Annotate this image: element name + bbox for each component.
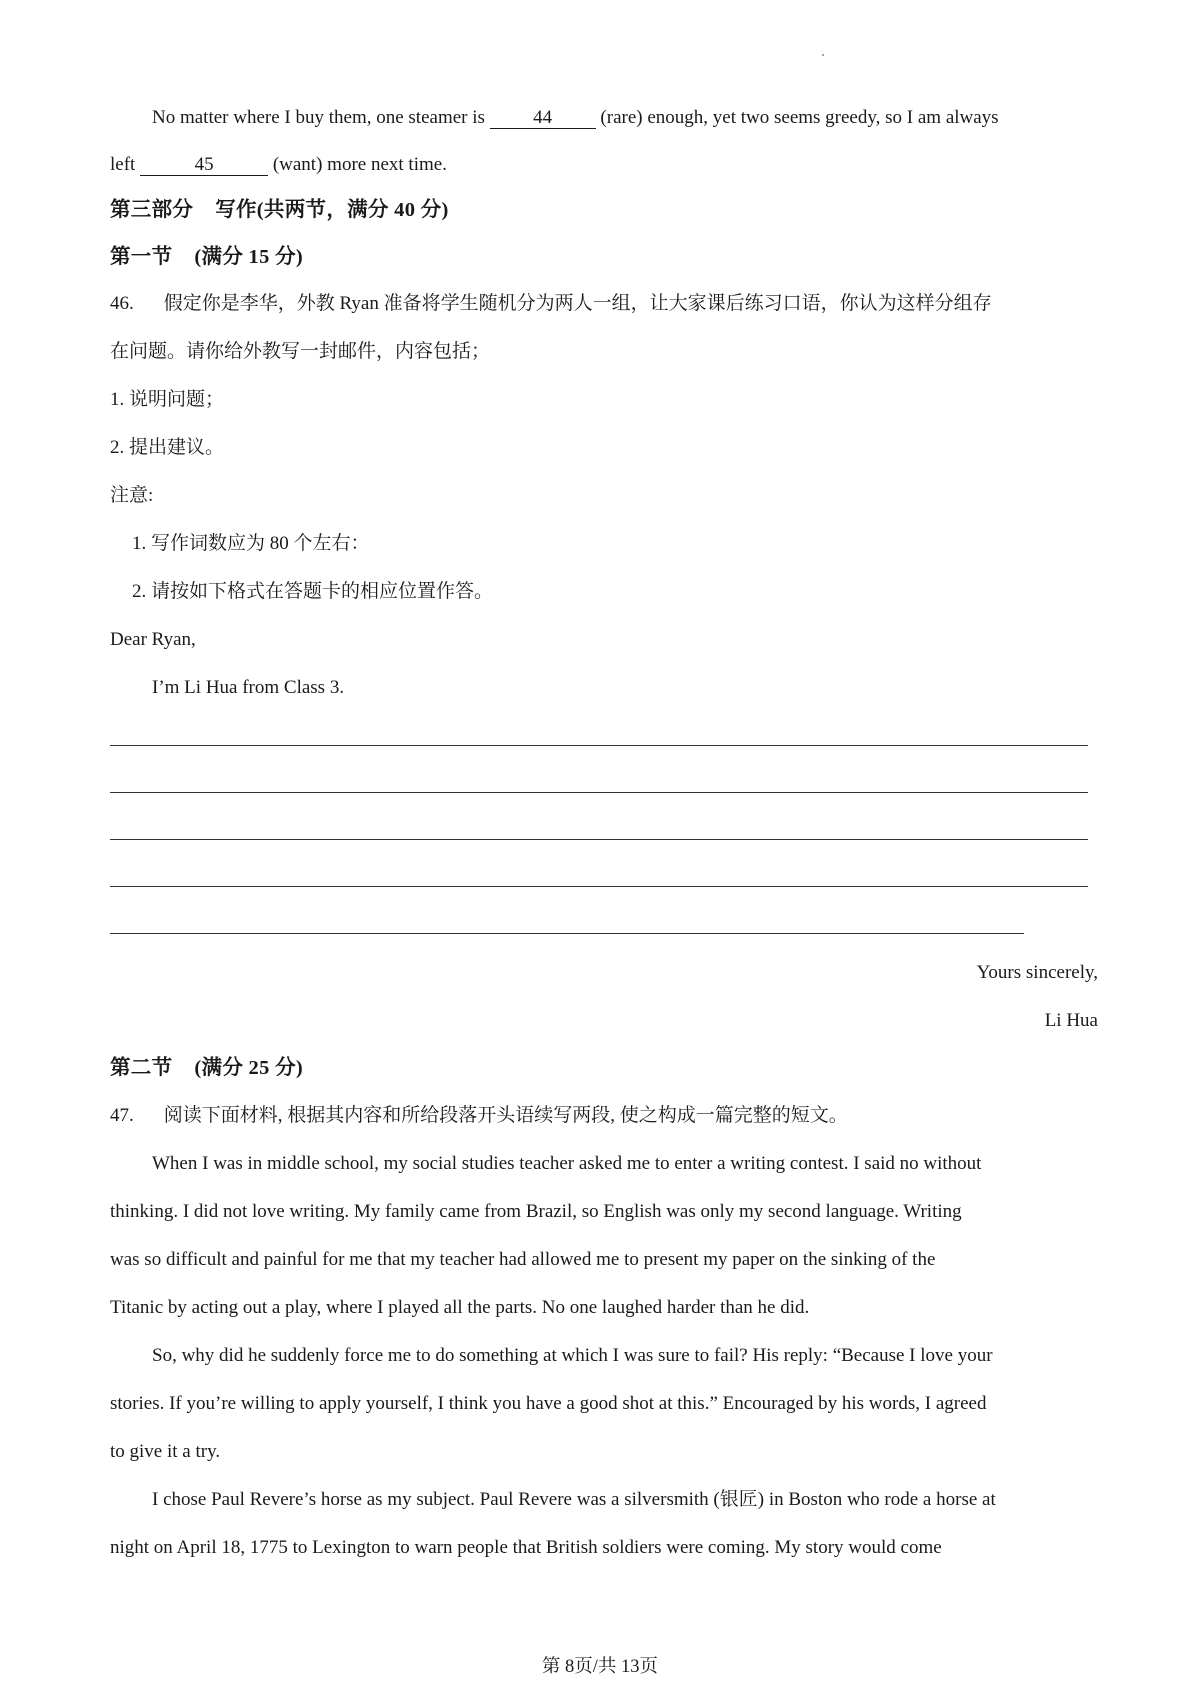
passage-p2-line-1: So, why did he suddenly force me to do something at which I was sure to fail? His reply: “Because I love your (152, 1345, 993, 1366)
part3-title: 写作(共两节，满分 40 分) (215, 199, 449, 221)
passage-p1-line-2: thinking. I did not love writing. My family came from Brazil, so English was only my second language. Writing (110, 1201, 962, 1222)
writing-line[interactable] (110, 839, 1088, 840)
note-item-2: 2. 请按如下格式在答题卡的相应位置作答。 (132, 581, 494, 602)
requirement-item-2: 2. 提出建议。 (110, 437, 225, 458)
section1-heading (110, 247, 303, 268)
fill-blank-line-1 (152, 108, 999, 129)
scan-dot (822, 54, 824, 56)
section1-score: (满分 15 分) (194, 246, 304, 268)
section2-score: (满分 25 分) (194, 1057, 304, 1079)
writing-line[interactable] (110, 745, 1088, 746)
letter-salutation: Dear Ryan, (110, 629, 196, 650)
section2-label: 第二节 (110, 1057, 173, 1079)
text-fragment: left (110, 154, 141, 175)
note-item-1: 1. 写作词数应为 80 个左右： (132, 533, 370, 554)
passage-p1-line-1: When I was in middle school, my social studies teacher asked me to enter a writing contest. I said no without (152, 1153, 982, 1174)
text-fragment: (rare) enough, yet two seems greedy, so I am always (595, 107, 999, 128)
question-prompt: 阅读下面材料, 根据其内容和所给段落开头语续写两段, 使之构成一篇完整的短文。 (163, 1105, 848, 1126)
writing-line[interactable] (110, 886, 1088, 887)
writing-line[interactable] (110, 933, 1024, 934)
blank-number-45: 45 (194, 154, 214, 175)
text-fragment: (want) more next time. (268, 154, 447, 175)
text-fragment: No matter where I buy them, one steamer is (152, 107, 490, 128)
question-46-line-1 (110, 294, 992, 313)
note-label: 注意: (110, 485, 154, 506)
question-number: 47. (110, 1105, 134, 1126)
passage-p2-line-2: stories. If you’re willing to apply yourself, I think you have a good shot at this.” Encouraged by his words, I agreed (110, 1393, 987, 1414)
fill-blank-line-2 (110, 155, 447, 176)
section2-heading (110, 1058, 303, 1079)
writing-line[interactable] (110, 792, 1088, 793)
passage-p2-line-3: to give it a try. (110, 1441, 221, 1462)
section1-label: 第一节 (110, 246, 173, 268)
passage-p3-line-2: night on April 18, 1775 to Lexington to warn people that British soldiers were coming. My story would come (110, 1537, 942, 1558)
question-47-instruction (110, 1106, 848, 1125)
passage-p1-line-4: Titanic by acting out a play, where I played all the parts. No one laughed harder than he did. (110, 1297, 810, 1318)
page-number-footer: 第 8页/共 13页 (541, 1657, 659, 1677)
letter-signature: Li Hua (1044, 1010, 1098, 1031)
question-prompt: 假定你是李华，外教 Ryan 准备将学生随机分为两人一组，让大家课后练习口语，你认为这样分组存 (163, 293, 992, 314)
question-number: 46. (110, 293, 134, 314)
blank-number-44: 44 (533, 107, 553, 128)
answer-blank-44[interactable] (490, 108, 596, 129)
letter-opening: I’m Li Hua from Class 3. (152, 677, 345, 698)
part3-heading (110, 200, 449, 221)
passage-p3-line-1: I chose Paul Revere’s horse as my subject. Paul Revere was a silversmith (银匠) in Boston who rode a horse at (152, 1489, 996, 1510)
answer-blank-45[interactable] (140, 155, 268, 176)
letter-closing: Yours sincerely, (976, 962, 1098, 983)
requirement-item-1: 1. 说明问题； (110, 389, 225, 410)
part3-label: 第三部分 (110, 199, 194, 221)
passage-p1-line-3: was so difficult and painful for me that my teacher had allowed me to present my paper on the sinking of the (110, 1249, 936, 1270)
question-46-line-2: 在问题。请你给外教写一封邮件，内容包括； (110, 341, 491, 362)
